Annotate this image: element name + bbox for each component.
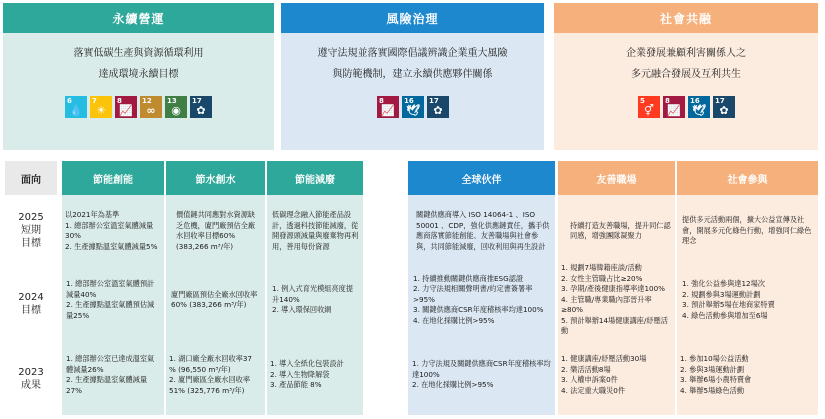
cell-item: 4. 在地化採購比例>95% (413, 315, 495, 325)
cell-item: 1. 總部辦公室已達成溫室氣體減量26% (66, 354, 155, 374)
pillar-body (3, 33, 274, 150)
sdg-16-icon (688, 96, 710, 118)
column-header: 社會參與 (677, 161, 818, 195)
row-label-1: 2025 短期 目標 (18, 212, 44, 249)
cell-item: 1. 湖口廠全廠水回收率37 % (96,550 m³/年) (169, 354, 252, 374)
goals-table (5, 161, 818, 415)
cell-item: 5. 預計舉辦14場健康講座/紓壓活動 (561, 315, 668, 336)
cell-item: 3. 產品節能 8% (270, 380, 322, 390)
flower-ring-icon: ✿ (196, 104, 206, 117)
sdg-number: 12 (142, 97, 152, 105)
sdg-13-icon (165, 96, 187, 118)
column-5 (558, 161, 675, 415)
table-cell (412, 337, 551, 413)
table-cell (171, 267, 261, 333)
table-cell (561, 263, 671, 336)
sdg-number: 8 (665, 97, 670, 105)
table-cell (570, 199, 671, 263)
sdg-icon-row (638, 96, 735, 118)
gender-equality-icon: ⚥ (644, 104, 654, 117)
table-cell (66, 267, 160, 333)
sdg-8-icon (663, 96, 685, 118)
cell-item: 1. 例入式育光模組亮度提升140% (272, 284, 354, 304)
growth-chart-icon: 📈 (667, 104, 681, 117)
table-cell (416, 199, 551, 263)
pillar-description-line: 落實低碳生產與資源循環利用 (73, 48, 204, 59)
table-cell (66, 337, 160, 413)
cell-item: 2. 生產據點溫室氣體減量27% (66, 375, 148, 395)
sdg-number: 16 (404, 97, 414, 105)
column-6 (677, 161, 818, 415)
cell-item: 1. 健康講座/紓壓活動30場 (561, 354, 647, 363)
sdg-number: 13 (167, 97, 177, 105)
cell-item: 2. 規劃參與3場運動計劃 (682, 289, 761, 299)
flower-ring-icon: ✿ (719, 104, 729, 117)
column-2 (166, 161, 265, 415)
cell-item: 3. 孕期/產後健康指導率達100% (561, 284, 665, 294)
pillar-social-inclusion (554, 3, 818, 150)
cell-item: 2. 生產據點溫室氣體減量5% (65, 241, 158, 251)
cell-item: 3. 人權申訴案0件 (561, 375, 618, 384)
cell-item: 廈門廠區預估全廠水回收率60% (383,266 m³/年) (171, 289, 258, 309)
cell-item: 1. 力守法規及關鍵供應商CSR年度稽核率均達100% (412, 359, 551, 379)
dove-icon: 🕊 (692, 104, 706, 117)
cell-item: 2. 樂活活動8場 (561, 364, 611, 374)
sdg-number: 8 (379, 97, 384, 105)
cell-item: 1. 持續推動關鍵供應商推ESG認證 (413, 273, 524, 283)
sdg-8-icon (115, 96, 137, 118)
cell-item: 4. 主管職/專業職內部晉升率≥80% (561, 294, 652, 315)
cell-item: 關鍵供應商導入 ISO 14064-1 、ISO 50001 、CDP，強化供應鏈責任，攜手供應商落實節能創能、友善職場與社會參與，共同節能減廢，回收利用與再生設計 (416, 210, 550, 251)
growth-chart-icon: 📈 (381, 104, 395, 117)
cell-item: 低碳理念融入節能產品設計，透過科技節能減廢，從開發源頭減量與廢棄物再利用，善用每份資源 (272, 210, 359, 251)
column-header: 節能減廢 (267, 161, 363, 195)
cell-item: 3. 預計舉辦5場在地商家特賣 (682, 300, 775, 309)
cell-item: 2. 力守法規相關聲明書/約定書簽署率>95% (413, 284, 533, 304)
cell-item: 2. 生產據點溫室氣體預估減量25% (66, 300, 155, 320)
sdg-17-icon (713, 96, 735, 118)
column-header: 節能創能 (62, 161, 164, 195)
pillar-description-line: 遵守法規並落實國際倡議辨識企業重大風險 (317, 48, 508, 59)
flower-ring-icon: ✿ (433, 104, 443, 117)
table-corner-header: 面向 (5, 161, 57, 195)
cell-item: 價值鏈共同應對水資源缺乏危機，廈門廠預估全廠水回收率目標60% (383,266 m³/年) (176, 210, 256, 251)
cell-item: 3. 舉辦6場小農特賣會 (680, 375, 752, 384)
sdg-number: 16 (690, 97, 700, 105)
growth-chart-icon: 📈 (119, 104, 133, 117)
pillar-risk-governance (281, 3, 544, 150)
cell-item: 2. 參與3場運動計劃 (680, 364, 745, 374)
column-3 (267, 161, 363, 415)
cell-item: 4. 法定重大職災0件 (561, 385, 626, 395)
dove-icon: 🕊 (406, 104, 420, 117)
column-4 (408, 161, 555, 415)
column-header: 友善職場 (558, 161, 675, 195)
water-drop-icon: 💧 (69, 104, 83, 117)
eye-globe-icon: ◉ (171, 104, 181, 117)
cell-item: 2. 導入環保回收網 (272, 305, 332, 315)
pillar-title: 永續營運 (3, 3, 274, 33)
pillar-body (281, 33, 544, 150)
sdg-7-icon (90, 96, 112, 118)
cell-item: 1. 規劃7場韓籍座談/活動 (561, 263, 642, 273)
cell-item: 2. 導入生物降解袋 (270, 369, 330, 379)
table-cell (272, 199, 359, 263)
sdg-number: 8 (117, 97, 122, 105)
sdg-number: 17 (429, 97, 439, 105)
sun-icon: ☀ (96, 104, 106, 117)
table-cell (176, 199, 261, 263)
cell-item: 3. 關鍵供應商CSR年度稽核率均達100% (413, 305, 544, 315)
table-cell (682, 267, 814, 333)
sdg-number: 17 (715, 97, 725, 105)
sdg-17-icon (190, 96, 212, 118)
cell-item: 2. 女性主管職占比≥20% (561, 273, 643, 283)
sdg-icon-row (65, 96, 212, 118)
column-header: 全球伙伴 (408, 161, 555, 195)
cell-item: 1. 導入全紙化包裝設計 (270, 359, 344, 369)
column-header: 節水創水 (166, 161, 265, 195)
table-cell (270, 337, 359, 413)
pillar-title: 社會共融 (554, 3, 818, 33)
sdg-16-icon (402, 96, 424, 118)
cell-item: 提供多元活動兩個，擴大公益宣傳及社會，開展多元化綠色行動，增強同仁綠色理念 (682, 215, 812, 246)
pillar-description-line: 企業發展兼顧利害關係人之 (626, 48, 746, 59)
cell-item: 2. 廈門廠區全廠水回收率51% (325,776 m³/年) (169, 375, 251, 395)
table-cell (561, 337, 671, 413)
pillar-title: 風險治理 (281, 3, 544, 33)
cell-item: 1. 總部辦公室溫室氣體預計減量40% (66, 279, 155, 299)
table-cell (169, 337, 261, 413)
cell-item: 4. 綠色活動參與增加至6場 (682, 310, 768, 320)
table-cell (413, 267, 551, 333)
sdg-5-icon (638, 96, 660, 118)
pillar-description-line: 多元融合發展及互利共生 (631, 69, 741, 80)
sdg-number: 6 (67, 97, 72, 105)
table-cell (680, 337, 814, 413)
cell-item: 2. 在地化採購比例>95% (412, 380, 494, 390)
cell-item: 持續打造友善職場，提升同仁認同感，增強團隊凝聚力 (570, 220, 671, 240)
column-1 (62, 161, 164, 415)
sdg-number: 5 (640, 97, 645, 105)
cell-item: 1. 強化公益參與達12場次 (682, 279, 765, 288)
infinity-icon: ∞ (146, 104, 156, 117)
pillar-sustainable-operation (3, 3, 274, 150)
sdg-17-icon (427, 96, 449, 118)
cell-item: 4. 舉辦5場綠色活動 (680, 385, 745, 395)
sdg-icon-row (377, 96, 449, 118)
sdg-8-icon (377, 96, 399, 118)
pillar-body (554, 33, 818, 150)
cell-item: 1. 總部辦公室溫室氣體減量30% (65, 220, 154, 240)
row-label-2: 2024 目標 (18, 292, 44, 316)
sdg-number: 17 (192, 97, 202, 105)
sdg-number: 7 (92, 97, 97, 105)
table-cell (65, 199, 160, 263)
row-label-3: 2023 成果 (18, 367, 44, 391)
pillar-description-line: 與防範機制，建立永續供應夥伴關係 (332, 69, 493, 80)
cell-item: 以2021年為基準 (65, 210, 120, 219)
table-cell (682, 199, 814, 263)
sdg-6-icon (65, 96, 87, 118)
table-cell (272, 267, 359, 333)
cell-item: 1. 參加10場公益活動 (680, 354, 749, 363)
sdg-12-icon (140, 96, 162, 118)
pillar-description-line: 達成環境永續目標 (98, 69, 179, 80)
